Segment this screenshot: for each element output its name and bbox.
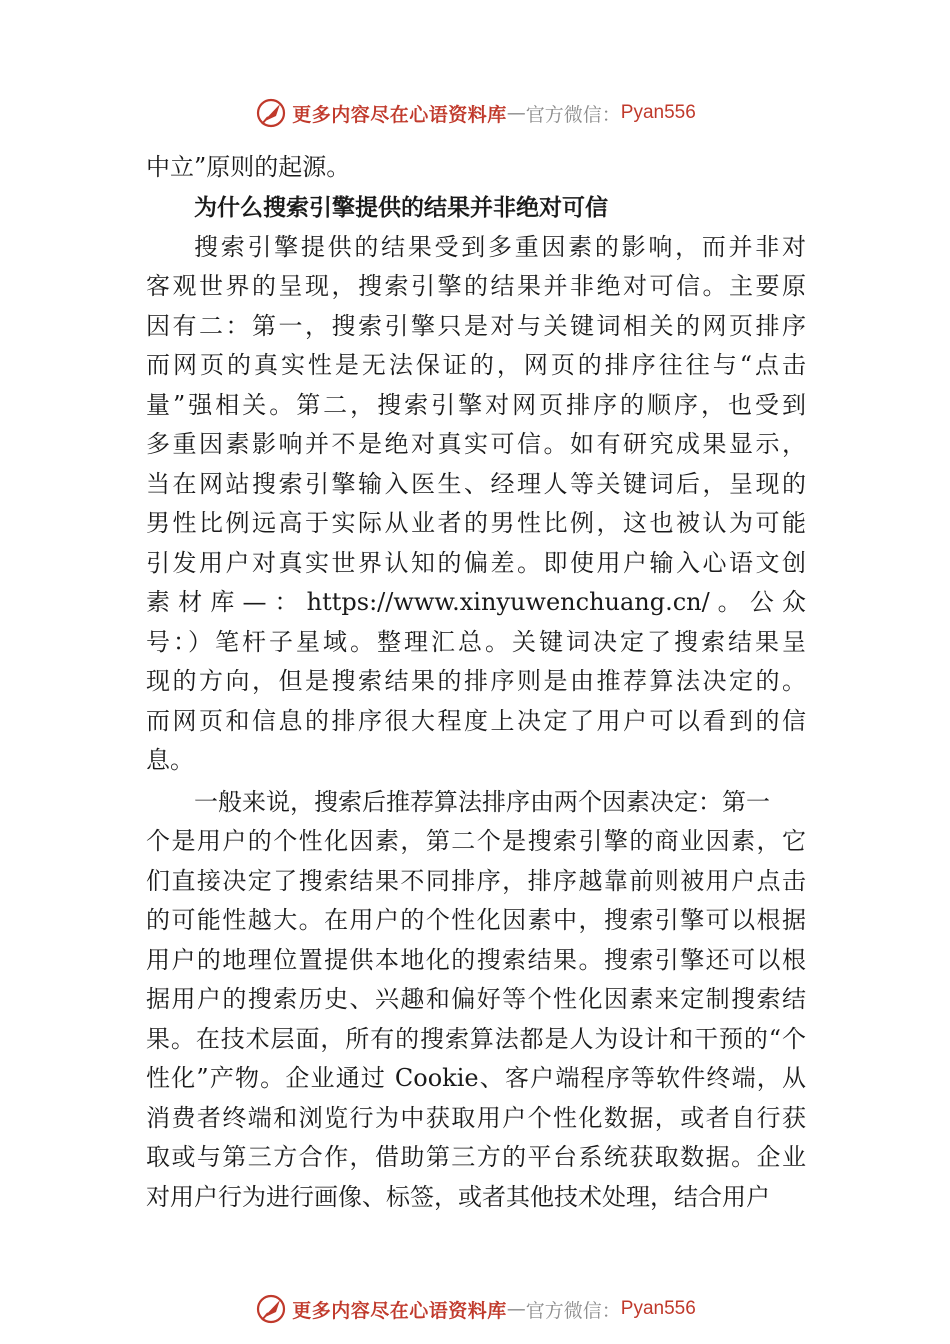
- paragraph-line: 当在网站搜索引擎输入医生、经理人等关键词后，呈现的: [146, 469, 806, 498]
- paragraph-line: 而网页的真实性是无法保证的，网页的排序往往与“点击: [146, 351, 806, 379]
- banner-colon: ：: [601, 1299, 621, 1322]
- paragraph-line: 引发用户对真实世界认知的偏差。即使用户输入心语文创: [146, 548, 806, 577]
- paragraph-line: 据用户的搜索历史、兴趣和偏好等个性化因素来定制搜索结: [146, 985, 806, 1013]
- paragraph-line: 果。在技术层面，所有的搜索算法都是人为设计和干预的“个: [146, 1024, 806, 1053]
- intro-line: 中立”原则的起源。: [146, 153, 351, 181]
- paragraph-2: [146, 783, 806, 1218]
- paragraph-line: 量”强相关。第二，搜索引擎对网页排序的顺序，也受到: [146, 390, 806, 419]
- paragraph-line: 因有二：第一，搜索引擎只是对与关键词相关的网页排序: [146, 311, 806, 340]
- paragraph-1: [146, 228, 806, 781]
- paragraph-line: 男性比例远高于实际从业者的男性比例，这也被认为可能: [146, 509, 806, 537]
- paragraph-line: 多重因素影响并不是绝对真实可信。如有研究成果显示，: [146, 430, 806, 458]
- header-banner: [0, 93, 950, 133]
- banner-site-text: 更多内容尽在心语资料库: [292, 103, 507, 126]
- paragraph-line: 个是用户的个性化因素，第二个是搜索引擎的商业因素，它: [146, 827, 806, 855]
- paragraph-line: 客观世界的呈现，搜索引擎的结果并非绝对可信。主要原: [146, 272, 806, 300]
- paragraph-line: 消费者终端和浏览行为中获取用户个性化数据，或者自行获: [146, 1103, 806, 1132]
- paragraph-line-url: 素 材 库 — ： https://www.xinyuwenchuang.cn/ 。 公 众: [146, 588, 806, 616]
- paragraph-line: 现的方向，但是搜索结果的排序则是由推荐算法决定的。: [146, 667, 806, 695]
- paragraph-line: 取或与第三方合作，借助第三方的平台系统获取数据。企业: [146, 1143, 806, 1171]
- banner-site-text: 更多内容尽在心语资料库: [292, 1299, 507, 1322]
- document-body: [146, 148, 806, 1217]
- quill-logo-icon: [254, 1292, 288, 1326]
- banner-wechat-id: Pyan556: [620, 1298, 696, 1319]
- banner-colon: ：: [601, 103, 621, 126]
- banner-official-label: 官方微信: [525, 1299, 602, 1322]
- footer-banner: [0, 1289, 950, 1329]
- paragraph-line: 对用户行为进行画像、标签，或者其他技术处理，结合用户: [146, 1182, 770, 1211]
- paragraph-line: 一般来说，搜索后推荐算法排序由两个因素决定：第一: [194, 787, 770, 816]
- paragraph-line: 搜索引擎提供的结果受到多重因素的影响，而并非对: [194, 232, 806, 261]
- paragraph-line: 而网页和信息的排序很大程度上决定了用户可以看到的信: [146, 706, 806, 735]
- banner-wechat-id: Pyan556: [620, 102, 696, 123]
- paragraph-line: 用户的地理位置提供本地化的搜索结果。搜索引擎还可以根: [146, 945, 806, 974]
- section-heading: 为什么搜索引擎提供的结果并非绝对可信: [194, 194, 608, 221]
- paragraph-line: 号：）笔杆子星域。整理汇总。关键词决定了搜索结果呈: [146, 627, 806, 656]
- paragraph-line: 息。: [146, 746, 194, 774]
- quill-logo-icon: [254, 96, 288, 130]
- paragraph-line: 性化”产物。企业通过 Cookie、客户端程序等软件终端，从: [146, 1064, 806, 1092]
- banner-dash: —: [506, 1298, 526, 1320]
- banner-official-label: 官方微信: [525, 103, 602, 126]
- paragraph-line: 的可能性越大。在用户的个性化因素中，搜索引擎可以根据: [146, 906, 806, 934]
- banner-dash: —: [506, 102, 526, 124]
- paragraph-line: 们直接决定了搜索结果不同排序，排序越靠前则被用户点击: [146, 866, 806, 895]
